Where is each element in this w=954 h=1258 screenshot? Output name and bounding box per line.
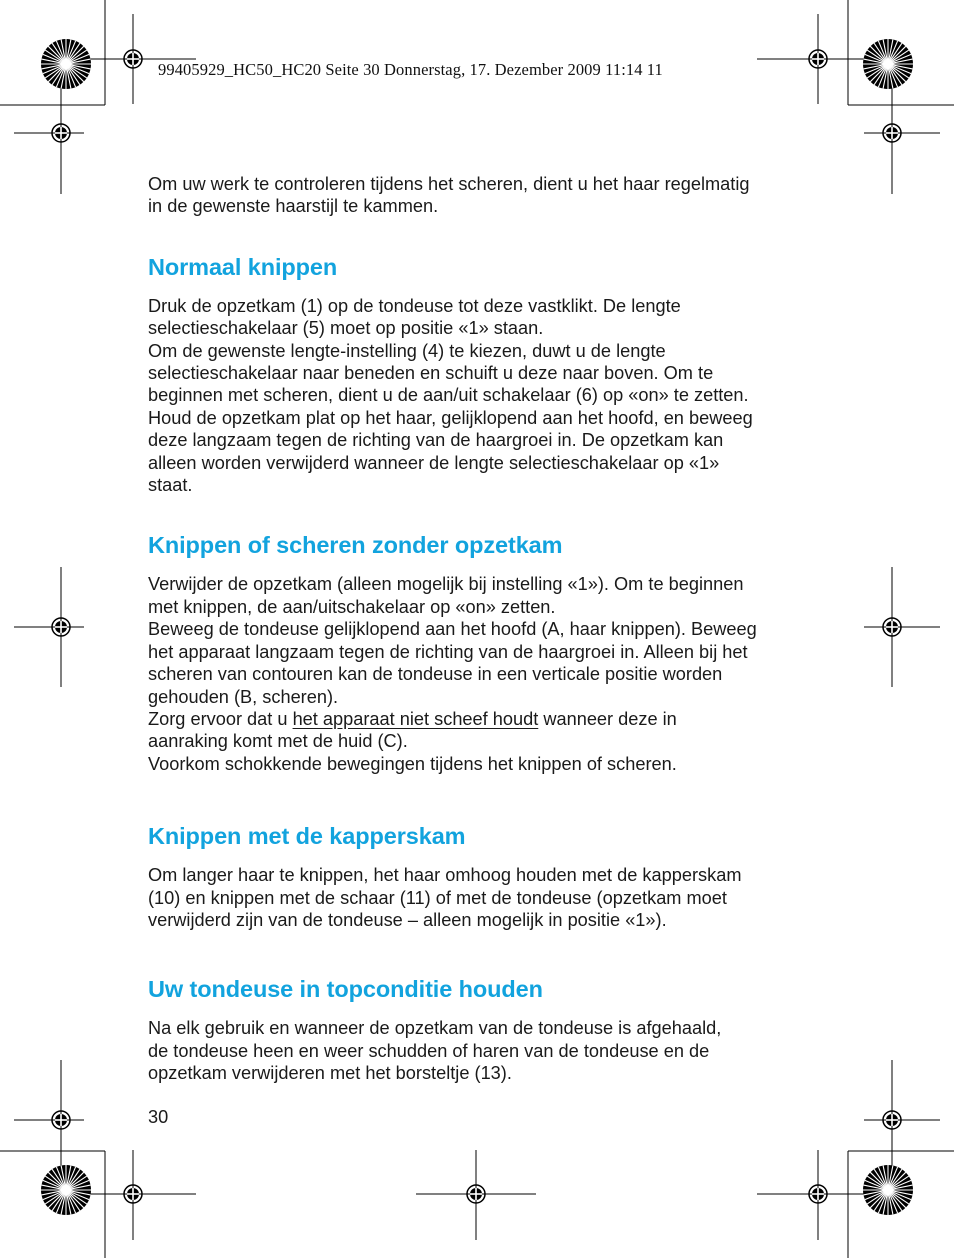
body-text-part: Verwijder de opzetkam (alleen mogelijk bij instelling «1»). Om te beginnen met knippen, de aan/uitschakelaar op «on» zetten. Beweeg de tondeuse gelijklopend aan het hoofd (A, haar knippen). Beweeg het apparaat langzaam tegen de richting van de haargroei in. Alleen bij het scheren van contouren kan de tondeuse in een verticale positie worden gehouden (B, scheren). Zorg ervoor dat u — [148, 574, 757, 729]
section-title-normaal-knippen: Normaal knippen — [148, 253, 338, 280]
section-title-zonder-opzetkam: Knippen of scheren zonder opzetkam — [148, 532, 563, 559]
body-text-part: wanneer deze in aanraking komt met de huid (C). Voorkom schokkende bewegingen tijdens het knippen of scheren. — [148, 708, 677, 774]
page-number: 30 — [148, 1107, 169, 1127]
manual-page-content — [148, 173, 813, 1085]
section-body-zonder-opzetkam — [148, 573, 813, 775]
section-body-topconditie: Na elk gebruik en wanneer de opzetkam van de tondeuse is afgehaald, de tondeuse heen en weer schudden of haren van de tondeuse en de opzetkam verwijderen met het borsteltje (13). — [148, 1018, 722, 1084]
underlined-warning: het apparaat niet scheef houdt — [292, 708, 539, 729]
print-slug-header: 99405929_HC50_HC20 Seite 30 Donnerstag, 17. Dezember 2009 11:14 11 — [158, 60, 663, 79]
intro-paragraph: Om uw werk te controleren tijdens het scheren, dient u het haar regelmatig in de gewenste haarstijl te kammen. — [148, 174, 750, 217]
section-body-kapperskam: Om langer haar te knippen, het haar omhoog houden met de kapperskam (10) en knippen met de schaar (11) of met de tondeuse (opzetkam moet verwijderd zijn van de tondeuse – alleen mogelijk in positie «1»). — [148, 865, 742, 930]
section-title-kapperskam: Knippen met de kapperskam — [148, 823, 466, 850]
section-body-normaal-knippen: Druk de opzetkam (1) op de tondeuse tot deze vastklikt. De lengte selectieschakelaar (5) moet op positie «1» staan. Om de gewenste lengte-instelling (4) te kiezen, duwt u de lengte selectieschakelaar naar beneden en schuift u deze naar boven. Om te beginnen met scheren, dient u de aan/uit schakelaar (6) op «on» te zetten. Houd de opzetkam plat op het haar, gelijklopend aan het hoofd, en beweeg deze langzaam tegen de richting van de haargroei in. De opzetkam kan alleen worden verwijderd wanneer de lengte selectieschakelaar op «1» staat. — [148, 295, 753, 496]
section-title-topconditie: Uw tondeuse in topconditie houden — [148, 976, 543, 1003]
